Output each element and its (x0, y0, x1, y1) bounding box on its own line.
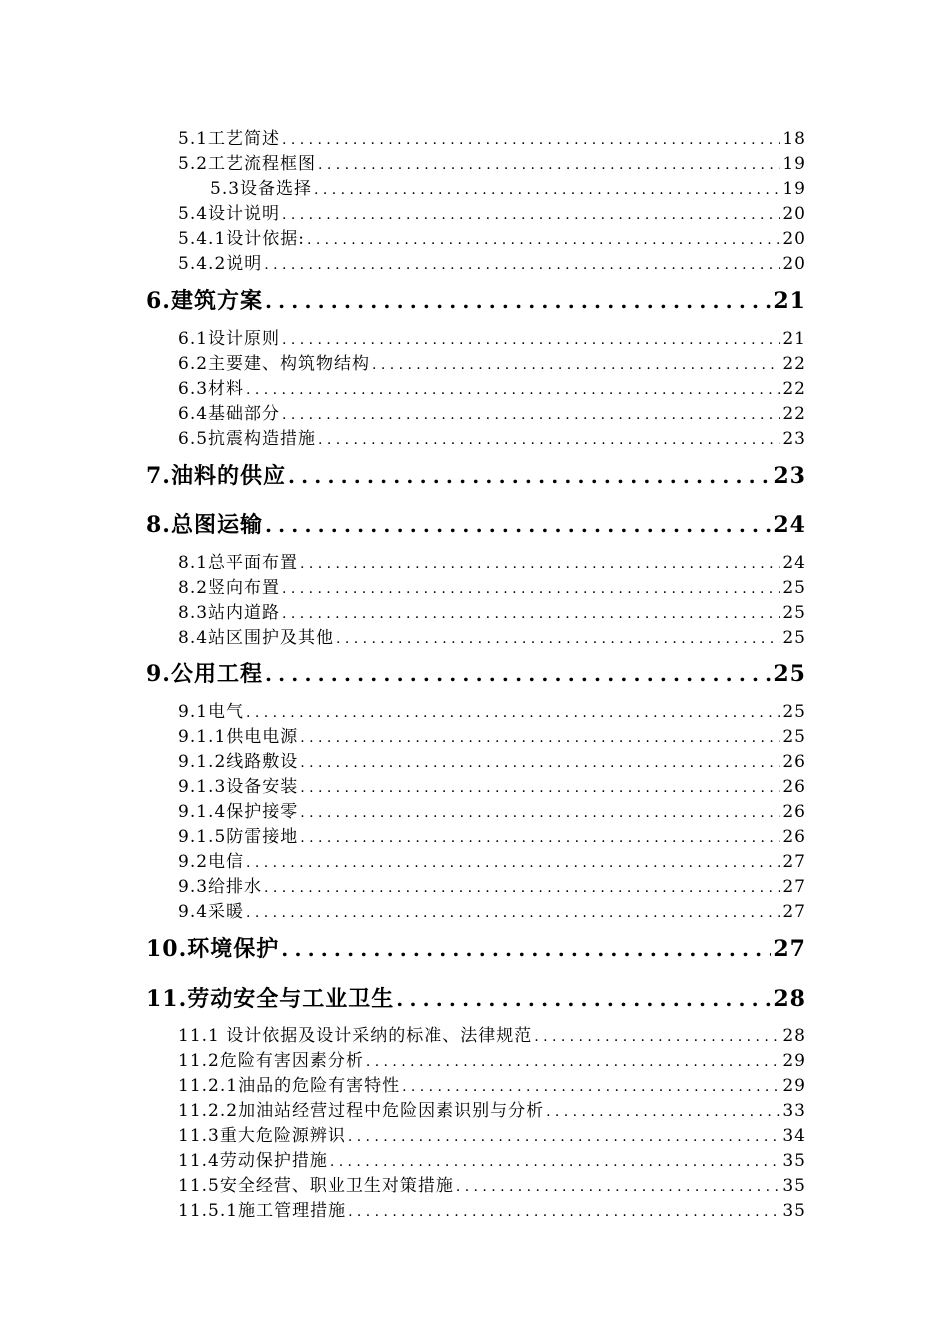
toc-section-entry[interactable] (178, 1146, 806, 1171)
toc-chapter-entry[interactable] (146, 657, 806, 688)
toc-section-entry[interactable] (178, 249, 806, 274)
toc-section-entry[interactable] (178, 374, 806, 399)
toc-page-number: 24 (773, 512, 806, 538)
toc-leader-dots (534, 1029, 780, 1045)
toc-page-number: 20 (782, 254, 806, 274)
toc-section-entry[interactable] (178, 349, 806, 374)
toc-section-entry[interactable] (178, 598, 806, 623)
toc-leader-dots (300, 755, 780, 771)
toc-leader-dots (282, 332, 780, 348)
toc-section-entry[interactable] (178, 722, 806, 747)
toc-page-number: 20 (782, 204, 806, 224)
toc-page-number: 27 (782, 877, 806, 897)
toc-entry-label: 11.3重大危险源辨识 (178, 1126, 346, 1146)
toc-leader-dots (288, 464, 771, 488)
toc-leader-dots (264, 257, 780, 273)
toc-leader-dots (300, 730, 780, 746)
toc-section-entry[interactable] (178, 897, 806, 922)
toc-page-number: 28 (773, 986, 806, 1012)
toc-page-number: 22 (782, 379, 806, 399)
toc-leader-dots (314, 182, 780, 198)
toc-leader-dots (246, 382, 780, 398)
toc-page-number: 26 (782, 827, 806, 847)
toc-leader-dots (402, 1079, 780, 1095)
toc-page-number: 35 (782, 1201, 806, 1221)
toc-entry-label: 6.建筑方案 (146, 288, 263, 314)
toc-entry-label: 11.4劳动保护措施 (178, 1151, 328, 1171)
toc-entry-label: 6.3材料 (178, 379, 245, 399)
toc-leader-dots (372, 357, 780, 373)
toc-page-number: 22 (782, 354, 806, 374)
toc-section-entry[interactable] (178, 224, 806, 249)
toc-entry-label: 5.4.2说明 (178, 254, 263, 274)
toc-leader-dots (246, 905, 780, 921)
toc-entry-label: 11.5安全经营、职业卫生对策措施 (178, 1176, 454, 1196)
toc-page-number: 19 (782, 154, 806, 174)
toc-page-number: 24 (782, 553, 806, 573)
toc-page-number: 21 (782, 329, 806, 349)
toc-leader-dots (348, 1204, 780, 1220)
toc-page-number: 29 (782, 1051, 806, 1071)
toc-page-number: 28 (782, 1026, 806, 1046)
toc-page-number: 23 (773, 463, 806, 489)
toc-leader-dots (265, 289, 771, 313)
toc-section-entry[interactable] (178, 324, 806, 349)
toc-page-number: 21 (773, 288, 806, 314)
toc-leader-dots (265, 662, 771, 686)
toc-entry-label: 5.4.1设计依据: (178, 229, 305, 249)
toc-chapter-entry[interactable] (146, 508, 806, 539)
toc-section-entry[interactable] (178, 747, 806, 772)
toc-section-entry[interactable] (178, 1171, 806, 1196)
toc-entry-label: 6.5抗震构造措施 (178, 429, 317, 449)
toc-section-entry[interactable] (178, 1046, 806, 1071)
toc-entry-label: 9.公用工程 (146, 661, 263, 687)
toc-leader-dots (281, 937, 771, 961)
toc-page-number: 22 (782, 404, 806, 424)
toc-page-number: 25 (782, 727, 806, 747)
toc-leader-dots (282, 606, 780, 622)
toc-section-entry[interactable] (178, 124, 806, 149)
toc-entry-label: 9.1.3设备安装 (178, 777, 299, 797)
toc-entry-label: 5.4设计说明 (178, 204, 281, 224)
toc-section-entry[interactable] (178, 1096, 806, 1121)
toc-leader-dots (396, 987, 771, 1011)
toc-section-entry[interactable] (210, 174, 806, 199)
toc-entry-label: 9.1.1供电电源 (178, 727, 299, 747)
toc-leader-dots (265, 513, 771, 537)
toc-entry-label: 5.3设备选择 (210, 179, 313, 199)
toc-leader-dots (246, 855, 780, 871)
toc-entry-label: 5.1工艺简述 (178, 129, 281, 149)
toc-entry-label: 11.1 设计依据及设计采纳的标准、法律规范 (178, 1026, 533, 1046)
toc-page-number: 26 (782, 777, 806, 797)
toc-entry-label: 8.2竖向布置 (178, 578, 281, 598)
toc-entry-label: 11.5.1施工管理措施 (178, 1201, 347, 1221)
toc-leader-dots (546, 1104, 780, 1120)
toc-entry-label: 6.2主要建、构筑物结构 (178, 354, 371, 374)
toc-section-entry[interactable] (178, 1196, 806, 1221)
toc-entry-label: 9.1.2线路敷设 (178, 752, 299, 772)
toc-leader-dots (336, 631, 780, 647)
toc-leader-dots (318, 157, 780, 173)
toc-section-entry[interactable] (178, 623, 806, 648)
toc-page-number: 26 (782, 802, 806, 822)
toc-chapter-entry[interactable] (146, 932, 806, 963)
toc-section-entry[interactable] (178, 797, 806, 822)
toc-chapter-entry[interactable] (146, 284, 806, 315)
toc-section-entry[interactable] (178, 872, 806, 897)
toc-page-number: 35 (782, 1176, 806, 1196)
toc-section-entry[interactable] (178, 424, 806, 449)
toc-entry-label: 9.1.4保护接零 (178, 802, 299, 822)
toc-page-number: 25 (782, 603, 806, 623)
toc-chapter-entry[interactable] (146, 459, 806, 490)
toc-entry-label: 8.1总平面布置 (178, 553, 299, 573)
toc-chapter-entry[interactable] (146, 982, 806, 1013)
toc-page-number: 27 (782, 902, 806, 922)
toc-entry-label: 11.2危险有害因素分析 (178, 1051, 364, 1071)
toc-page-number: 27 (773, 936, 806, 962)
toc-entry-label: 9.1电气 (178, 702, 245, 722)
toc-page-number: 35 (782, 1151, 806, 1171)
toc-leader-dots (300, 805, 780, 821)
toc-leader-dots (282, 407, 780, 423)
toc-page-number: 33 (782, 1101, 806, 1121)
toc-leader-dots (330, 1154, 781, 1170)
toc-entry-label: 7.油料的供应 (146, 463, 286, 489)
toc-page-number: 19 (782, 179, 806, 199)
toc-entry-label: 8.总图运输 (146, 512, 263, 538)
toc-page-number: 25 (782, 578, 806, 598)
toc-entry-label: 8.4站区围护及其他 (178, 628, 335, 648)
toc-leader-dots (300, 556, 780, 572)
toc-page-number: 26 (782, 752, 806, 772)
toc-entry-label: 9.2电信 (178, 852, 245, 872)
toc-leader-dots (456, 1179, 781, 1195)
toc-leader-dots (300, 780, 780, 796)
toc-section-entry[interactable] (178, 822, 806, 847)
toc-leader-dots (300, 830, 780, 846)
toc-page-number: 29 (782, 1076, 806, 1096)
toc-section-entry[interactable] (178, 772, 806, 797)
toc-leader-dots (246, 705, 780, 721)
toc-entry-label: 9.1.5防雷接地 (178, 827, 299, 847)
toc-section-entry[interactable] (178, 548, 806, 573)
toc-section-entry[interactable] (178, 199, 806, 224)
toc-page-number: 25 (782, 628, 806, 648)
toc-section-entry[interactable] (178, 697, 806, 722)
toc-leader-dots (318, 432, 780, 448)
toc-section-entry[interactable] (178, 399, 806, 424)
toc-section-entry[interactable] (178, 573, 806, 598)
toc-leader-dots (264, 880, 780, 896)
toc-entry-label: 6.4基础部分 (178, 404, 281, 424)
toc-page-number: 34 (782, 1126, 806, 1146)
toc-section-entry[interactable] (178, 149, 806, 174)
toc-page-number: 23 (782, 429, 806, 449)
toc-entry-label: 9.3给排水 (178, 877, 263, 897)
toc-entry-label: 6.1设计原则 (178, 329, 281, 349)
toc-entry-label: 10.环境保护 (146, 936, 280, 962)
toc-page-number: 27 (782, 852, 806, 872)
toc-page-number: 18 (782, 129, 806, 149)
toc-section-entry[interactable] (178, 847, 806, 872)
toc-page-number: 25 (782, 702, 806, 722)
toc-section-entry[interactable] (178, 1021, 806, 1046)
toc-entry-label: 11.劳动安全与工业卫生 (146, 986, 395, 1012)
toc-entry-label: 11.2.2加油站经营过程中危险因素识别与分析 (178, 1101, 545, 1121)
toc-page-number: 20 (782, 229, 806, 249)
toc-leader-dots (366, 1054, 781, 1070)
toc-page-number: 25 (773, 661, 806, 687)
toc-entry-label: 5.2工艺流程框图 (178, 154, 317, 174)
toc-leader-dots (282, 132, 780, 148)
toc-leader-dots (348, 1129, 781, 1145)
toc-section-entry[interactable] (178, 1071, 806, 1096)
toc-leader-dots (282, 207, 780, 223)
toc-leader-dots (307, 232, 780, 248)
toc-leader-dots (282, 581, 780, 597)
toc-entry-label: 8.3站内道路 (178, 603, 281, 623)
toc-section-entry[interactable] (178, 1121, 806, 1146)
toc-entry-label: 11.2.1油品的危险有害特性 (178, 1076, 401, 1096)
toc-entry-label: 9.4采暖 (178, 902, 245, 922)
